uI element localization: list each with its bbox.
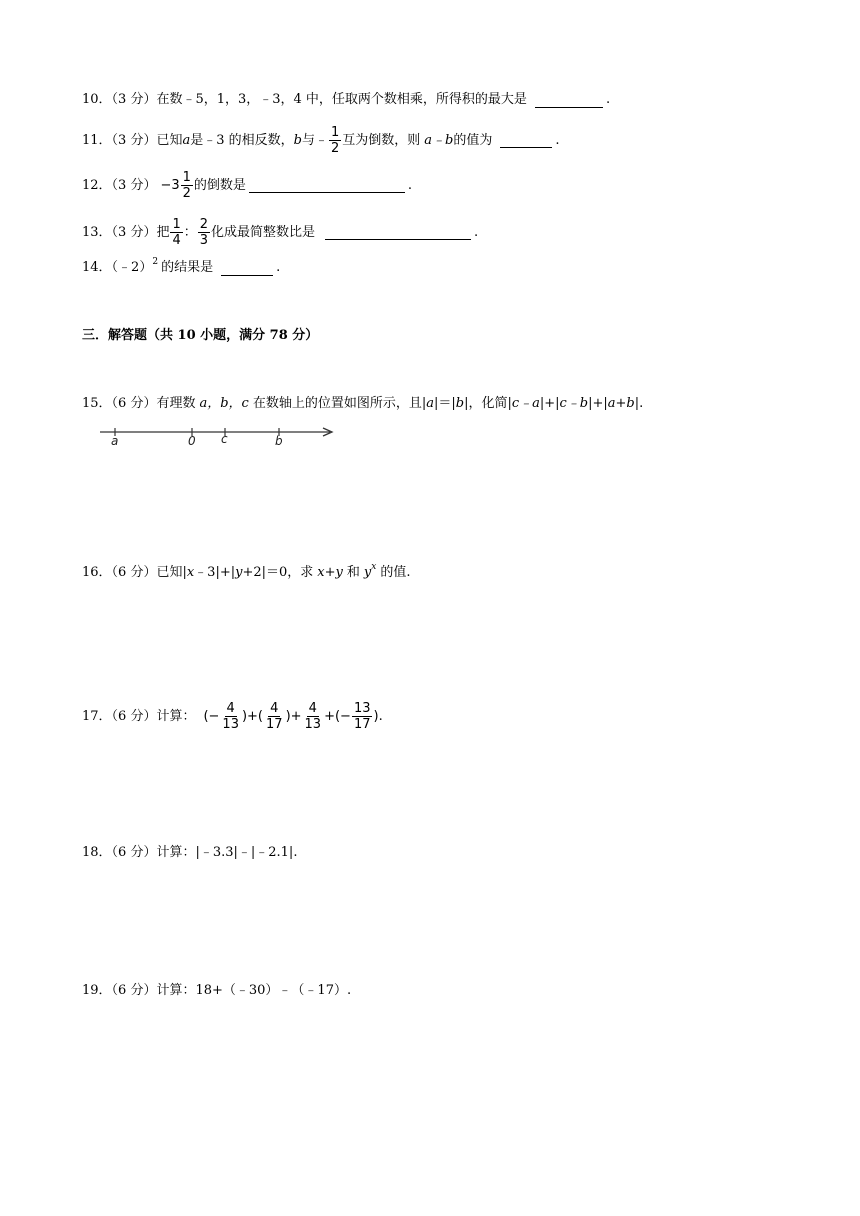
axis-label-c: c [221, 432, 228, 446]
question-13 [82, 217, 478, 248]
answer-blank [249, 178, 405, 193]
fraction-numerator: 4 [308, 701, 317, 716]
fraction-one-half [329, 125, 341, 156]
var-b: b [293, 132, 302, 148]
question-10-text: 10．（3 分）在数﹣5，1，3，﹣3，4 中，任取两个数相乘，所得积的最大是 [82, 92, 527, 107]
fraction-numerator: 1 [330, 125, 340, 140]
question-16 [82, 563, 410, 583]
question-19-text: 19．（6 分）计算：18+（﹣30）﹣（﹣17）. [82, 983, 352, 998]
question-15 [82, 394, 643, 414]
question-13-prefix: 13．（3 分）把 [82, 224, 170, 240]
question-12-prefix: 12．（3 分） [82, 177, 157, 193]
fraction-two-thirds [198, 217, 210, 248]
question-17: 17．（6 分）计算： (− $\frac{4}{13}$ )+( $\frac{4}{17}$ )+ $\frac{4}{13}$ +(− $\frac{13}{17}$ ) . [82, 701, 383, 732]
exponent-x: x [371, 562, 377, 572]
question-18-text: 18．（6 分）计算：|﹣3.3|﹣|﹣2.1|. [82, 845, 298, 860]
question-18 [82, 843, 297, 863]
answer-blank [535, 93, 603, 108]
fraction-numerator: 4 [226, 701, 235, 716]
fraction-denominator: 2 [182, 186, 191, 201]
var-a: a [182, 132, 191, 148]
var-y: y [363, 565, 372, 580]
fraction-one-quarter [170, 217, 182, 248]
question-11-text: 的值为 [453, 132, 493, 148]
number-line-figure [98, 424, 338, 450]
answer-blank [221, 261, 273, 276]
exponent: 2 [152, 257, 159, 267]
fraction-one-half [181, 170, 193, 201]
fraction-13-17 [352, 701, 373, 732]
question-16-text: 16．（6 分）已知| [82, 565, 187, 580]
period: . [555, 132, 560, 148]
variables-abc: a，b，c [199, 396, 249, 411]
question-15-text: 15．（6 分）有理数 [82, 396, 196, 411]
fraction-4-13 [220, 701, 241, 732]
question-17-prefix: 17．（6 分）计算： [82, 708, 196, 724]
expression-x-plus-y: x+y [317, 565, 343, 580]
period: . [639, 396, 644, 411]
ratio-colon: ： [183, 224, 197, 240]
question-15-text: 在数轴上的位置如图所示，且| [252, 396, 427, 411]
fraction-numerator: 1 [182, 170, 191, 185]
var-x: x [186, 565, 195, 580]
answer-blank [500, 133, 552, 148]
fraction-4-17 [264, 701, 285, 732]
section-heading [82, 326, 318, 346]
fraction-numerator: 13 [353, 701, 371, 716]
period: . [407, 177, 413, 193]
question-15-text: |，化简| [464, 396, 512, 411]
question-12 [82, 170, 412, 201]
question-19 [82, 981, 351, 1001]
question-16-text: 和 [346, 565, 360, 580]
question-16-text: +2|＝0，求 [242, 565, 314, 580]
axis-label-b: b [275, 434, 283, 448]
axis-label-0: 0 [188, 434, 196, 448]
period: . [378, 708, 383, 724]
question-11-text: 与﹣ [301, 132, 328, 148]
question-11 [82, 125, 560, 156]
section-title: 三．解答题（共 10 小题，满分 78 分） [82, 328, 319, 343]
question-11-text: 是﹣3 的相反数， [190, 132, 294, 148]
fraction-numerator: 1 [172, 217, 181, 232]
fraction-denominator: 13 [304, 717, 322, 732]
period: . [605, 92, 611, 107]
fraction-denominator: 17 [266, 717, 283, 732]
fraction-4-13 [303, 701, 324, 732]
axis-label-a: a [111, 434, 119, 448]
period: . [474, 224, 479, 240]
question-10 [82, 90, 610, 110]
answer-blank [325, 225, 471, 240]
expression-to-simplify: c﹣a|+|c﹣b|+|a+b| [511, 396, 640, 411]
period: . [276, 260, 281, 275]
question-16-text: ﹣3|+| [194, 565, 236, 580]
var-y: y [235, 565, 243, 580]
question-14-prefix: 14．（﹣2） [82, 260, 153, 275]
fraction-denominator: 3 [199, 233, 209, 248]
fraction-denominator: 13 [222, 717, 239, 732]
mixed-number-whole: −3 [160, 177, 180, 193]
question-14-text: 的结果是 [161, 260, 214, 275]
question-11-prefix: 11．（3 分）已知 [82, 132, 183, 148]
fraction-numerator: 2 [199, 217, 209, 232]
var-a: a [426, 396, 434, 411]
question-11-text: 互为倒数，则 [342, 132, 421, 148]
question-16-text: 的值. [380, 565, 411, 580]
question-14 [82, 258, 280, 278]
expression-a-minus-b: a﹣b [424, 132, 454, 148]
question-13-text: 化成最简整数比是 [211, 224, 316, 240]
fraction-numerator: 4 [270, 701, 279, 716]
var-b: b [455, 396, 465, 411]
fraction-denominator: 4 [172, 233, 181, 248]
question-12-text: 的倒数是 [193, 177, 246, 193]
fraction-denominator: 2 [330, 141, 340, 156]
equals-sign: |＝| [433, 396, 456, 411]
fraction-denominator: 17 [353, 717, 371, 732]
